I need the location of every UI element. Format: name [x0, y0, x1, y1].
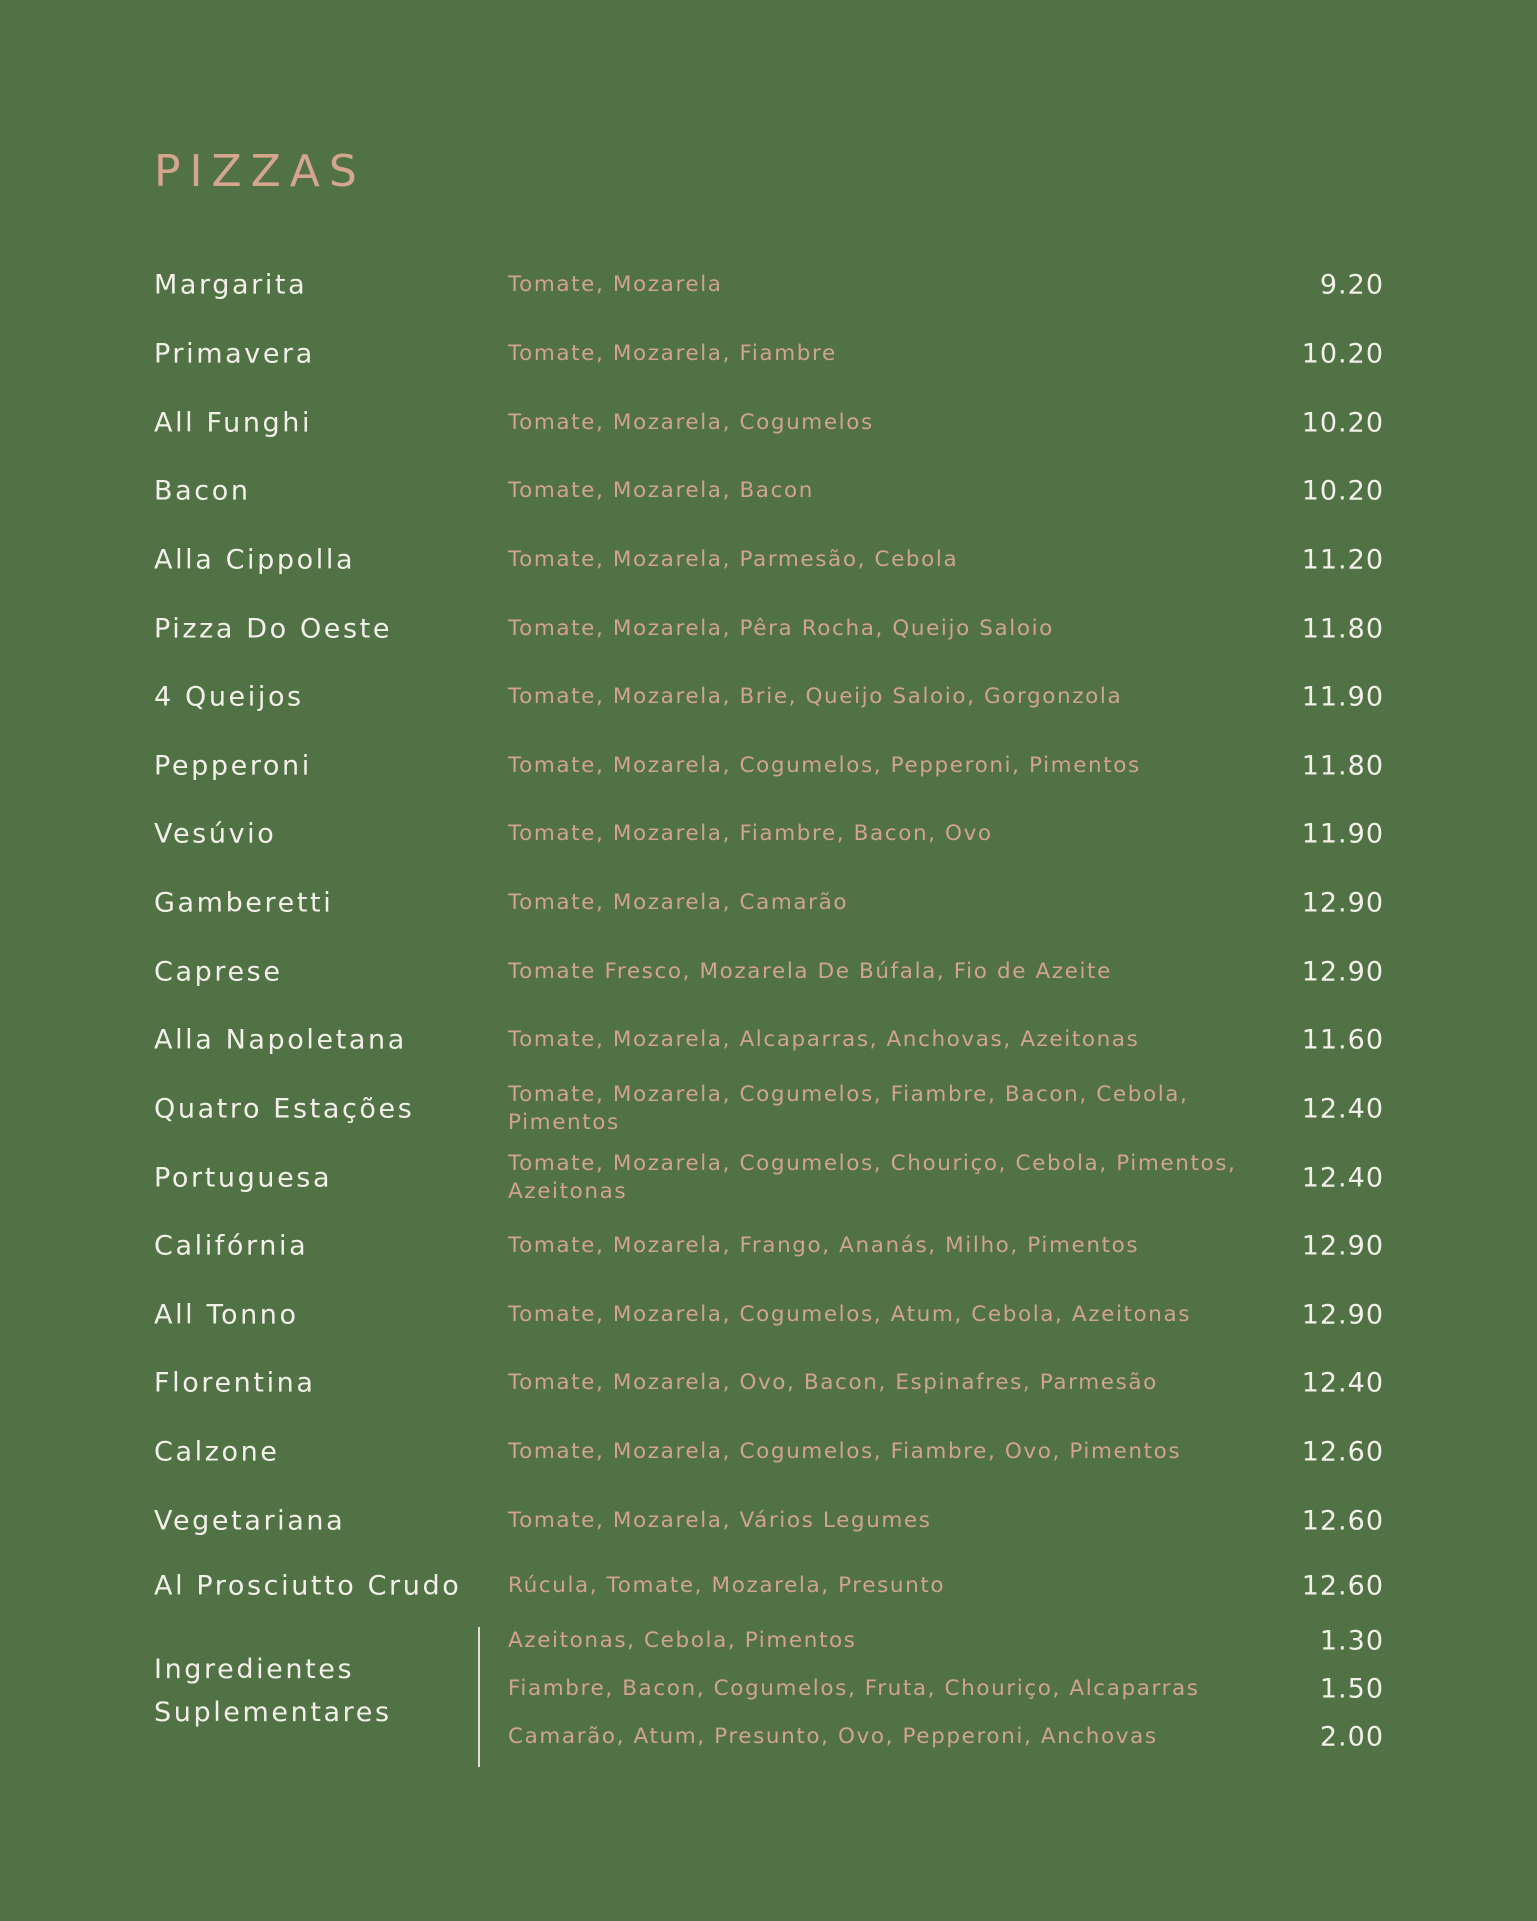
menu-item-description: Tomate Fresco, Mozarela De Búfala, Fio de Azeite: [508, 959, 1112, 985]
menu-item-price: 12.90: [1301, 1299, 1384, 1331]
menu-item-price: 10.20: [1301, 338, 1384, 370]
menu-item-price: 12.90: [1301, 1230, 1384, 1262]
extra-item-description: Camarão, Atum, Presunto, Ovo, Pepperoni, Anchovas: [508, 1724, 1158, 1750]
menu-item-name: All Funghi: [154, 407, 313, 439]
menu-item-description: Tomate, Mozarela: [508, 272, 723, 298]
menu-item-description: Tomate, Mozarela, Parmesão, Cebola: [508, 547, 959, 573]
extra-item-price: 1.50: [1319, 1673, 1384, 1705]
menu-item-description: Tomate, Mozarela, Alcaparras, Anchovas, Azeitonas: [508, 1027, 1140, 1053]
menu-item-row: [154, 393, 1384, 453]
menu-item-price: 12.90: [1301, 887, 1384, 919]
menu-item-price: 11.90: [1301, 681, 1384, 713]
menu-item-description: Tomate, Mozarela, Cogumelos, Fiambre, Ovo, Pimentos: [508, 1439, 1182, 1465]
menu-item-name: Portuguesa: [154, 1162, 333, 1194]
menu-item-description: Tomate, Mozarela, Cogumelos, Fiambre, Bacon, Cebola, Pimentos: [508, 1082, 1189, 1135]
menu-item-name: Margarita: [154, 269, 308, 301]
menu-item-row: [154, 1010, 1384, 1070]
menu-item-name: Primavera: [154, 338, 315, 370]
menu-item-price: 11.20: [1301, 544, 1384, 576]
menu-item-price: 12.60: [1301, 1505, 1384, 1537]
menu-item-row: [154, 1148, 1384, 1208]
menu-item-name: Vesúvio: [154, 818, 277, 850]
menu-item-row: [154, 1491, 1384, 1551]
menu-item-description: Tomate, Mozarela, Bacon: [508, 478, 814, 504]
menu-item-name: Quatro Estações: [154, 1093, 415, 1125]
menu-item-name: Caprese: [154, 956, 283, 988]
menu-item-price: 12.40: [1301, 1162, 1384, 1194]
menu-item-name: Pizza Do Oeste: [154, 613, 393, 645]
menu-item-row: [154, 1285, 1384, 1345]
menu-item-description: Tomate, Mozarela, Cogumelos, Pepperoni, Pimentos: [508, 753, 1141, 779]
menu-item-description: Tomate, Mozarela, Vários Legumes: [508, 1508, 932, 1534]
extra-item-row: [154, 1621, 1384, 1661]
menu-item-price: 11.80: [1301, 750, 1384, 782]
menu-title: PIZZAS: [154, 146, 366, 197]
menu-item-price: 12.90: [1301, 956, 1384, 988]
extra-item-row: [154, 1669, 1384, 1709]
menu-item-row: [154, 1422, 1384, 1482]
menu-item-row: [154, 324, 1384, 384]
extra-item-row: [154, 1717, 1384, 1757]
menu-item-name: Calzone: [154, 1436, 280, 1468]
menu-item-row: [154, 255, 1384, 315]
menu-item-row: [154, 530, 1384, 590]
menu-item-name: 4 Queijos: [154, 681, 304, 713]
menu-item-description: Tomate, Mozarela, Brie, Queijo Saloio, Gorgonzola: [508, 684, 1123, 710]
menu-item-description: Tomate, Mozarela, Fiambre, Bacon, Ovo: [508, 821, 993, 847]
menu-item-price: 10.20: [1301, 475, 1384, 507]
menu-item-name: Alla Cippolla: [154, 544, 356, 576]
menu-item-description: Tomate, Mozarela, Camarão: [508, 890, 849, 916]
menu-item-row: [154, 667, 1384, 727]
menu-item-description: Tomate, Mozarela, Frango, Ananás, Milho, Pimentos: [508, 1233, 1140, 1259]
menu-item-row: [154, 736, 1384, 796]
extras-title-line2: Suplementares: [154, 1697, 392, 1728]
menu-item-price: 12.40: [1301, 1367, 1384, 1399]
menu-item-row: [154, 461, 1384, 521]
menu-item-row: [154, 1079, 1384, 1139]
menu-item-name: Alla Napoletana: [154, 1024, 407, 1056]
menu-item-name: Florentina: [154, 1367, 316, 1399]
menu-item-name: Al Prosciutto Crudo: [154, 1570, 462, 1602]
menu-item-name: Gamberetti: [154, 887, 334, 919]
menu-item-price: 12.40: [1301, 1093, 1384, 1125]
menu-item-name: Pepperoni: [154, 750, 312, 782]
menu-item-row: [154, 1556, 1384, 1616]
menu-item-description: Tomate, Mozarela, Cogumelos, Atum, Cebola, Azeitonas: [508, 1302, 1192, 1328]
extra-item-description: Azeitonas, Cebola, Pimentos: [508, 1628, 857, 1654]
menu-item-price: 11.90: [1301, 818, 1384, 850]
menu-item-price: 9.20: [1319, 269, 1384, 301]
menu-item-price: 11.60: [1301, 1024, 1384, 1056]
menu-item-description: Tomate, Mozarela, Cogumelos: [508, 410, 874, 436]
menu-item-name: All Tonno: [154, 1299, 299, 1331]
menu-item-description: Rúcula, Tomate, Mozarela, Presunto: [508, 1573, 946, 1599]
extras-title-line1: Ingredientes: [154, 1654, 355, 1685]
menu-item-row: [154, 804, 1384, 864]
menu-item-name: Bacon: [154, 475, 251, 507]
extra-item-description: Fiambre, Bacon, Cogumelos, Fruta, Chouriço, Alcaparras: [508, 1676, 1200, 1702]
menu-item-description: Tomate, Mozarela, Pêra Rocha, Queijo Saloio: [508, 616, 1054, 642]
menu-item-description: Tomate, Mozarela, Cogumelos, Chouriço, Cebola, Pimentos, Azeitonas: [508, 1151, 1237, 1204]
menu-item-description: Tomate, Mozarela, Ovo, Bacon, Espinafres, Parmesão: [508, 1370, 1158, 1396]
menu-item-row: [154, 1216, 1384, 1276]
menu-item-row: [154, 599, 1384, 659]
menu-item-price: 11.80: [1301, 613, 1384, 645]
menu-item-name: Vegetariana: [154, 1505, 346, 1537]
menu-item-row: [154, 873, 1384, 933]
menu-item-row: [154, 942, 1384, 1002]
menu-item-price: 12.60: [1301, 1570, 1384, 1602]
menu-item-name: Califórnia: [154, 1230, 309, 1262]
menu-item-price: 10.20: [1301, 407, 1384, 439]
extra-item-price: 1.30: [1319, 1625, 1384, 1657]
menu-item-price: 12.60: [1301, 1436, 1384, 1468]
menu-item-description: Tomate, Mozarela, Fiambre: [508, 341, 837, 367]
menu-item-row: [154, 1353, 1384, 1413]
extra-item-price: 2.00: [1319, 1721, 1384, 1753]
